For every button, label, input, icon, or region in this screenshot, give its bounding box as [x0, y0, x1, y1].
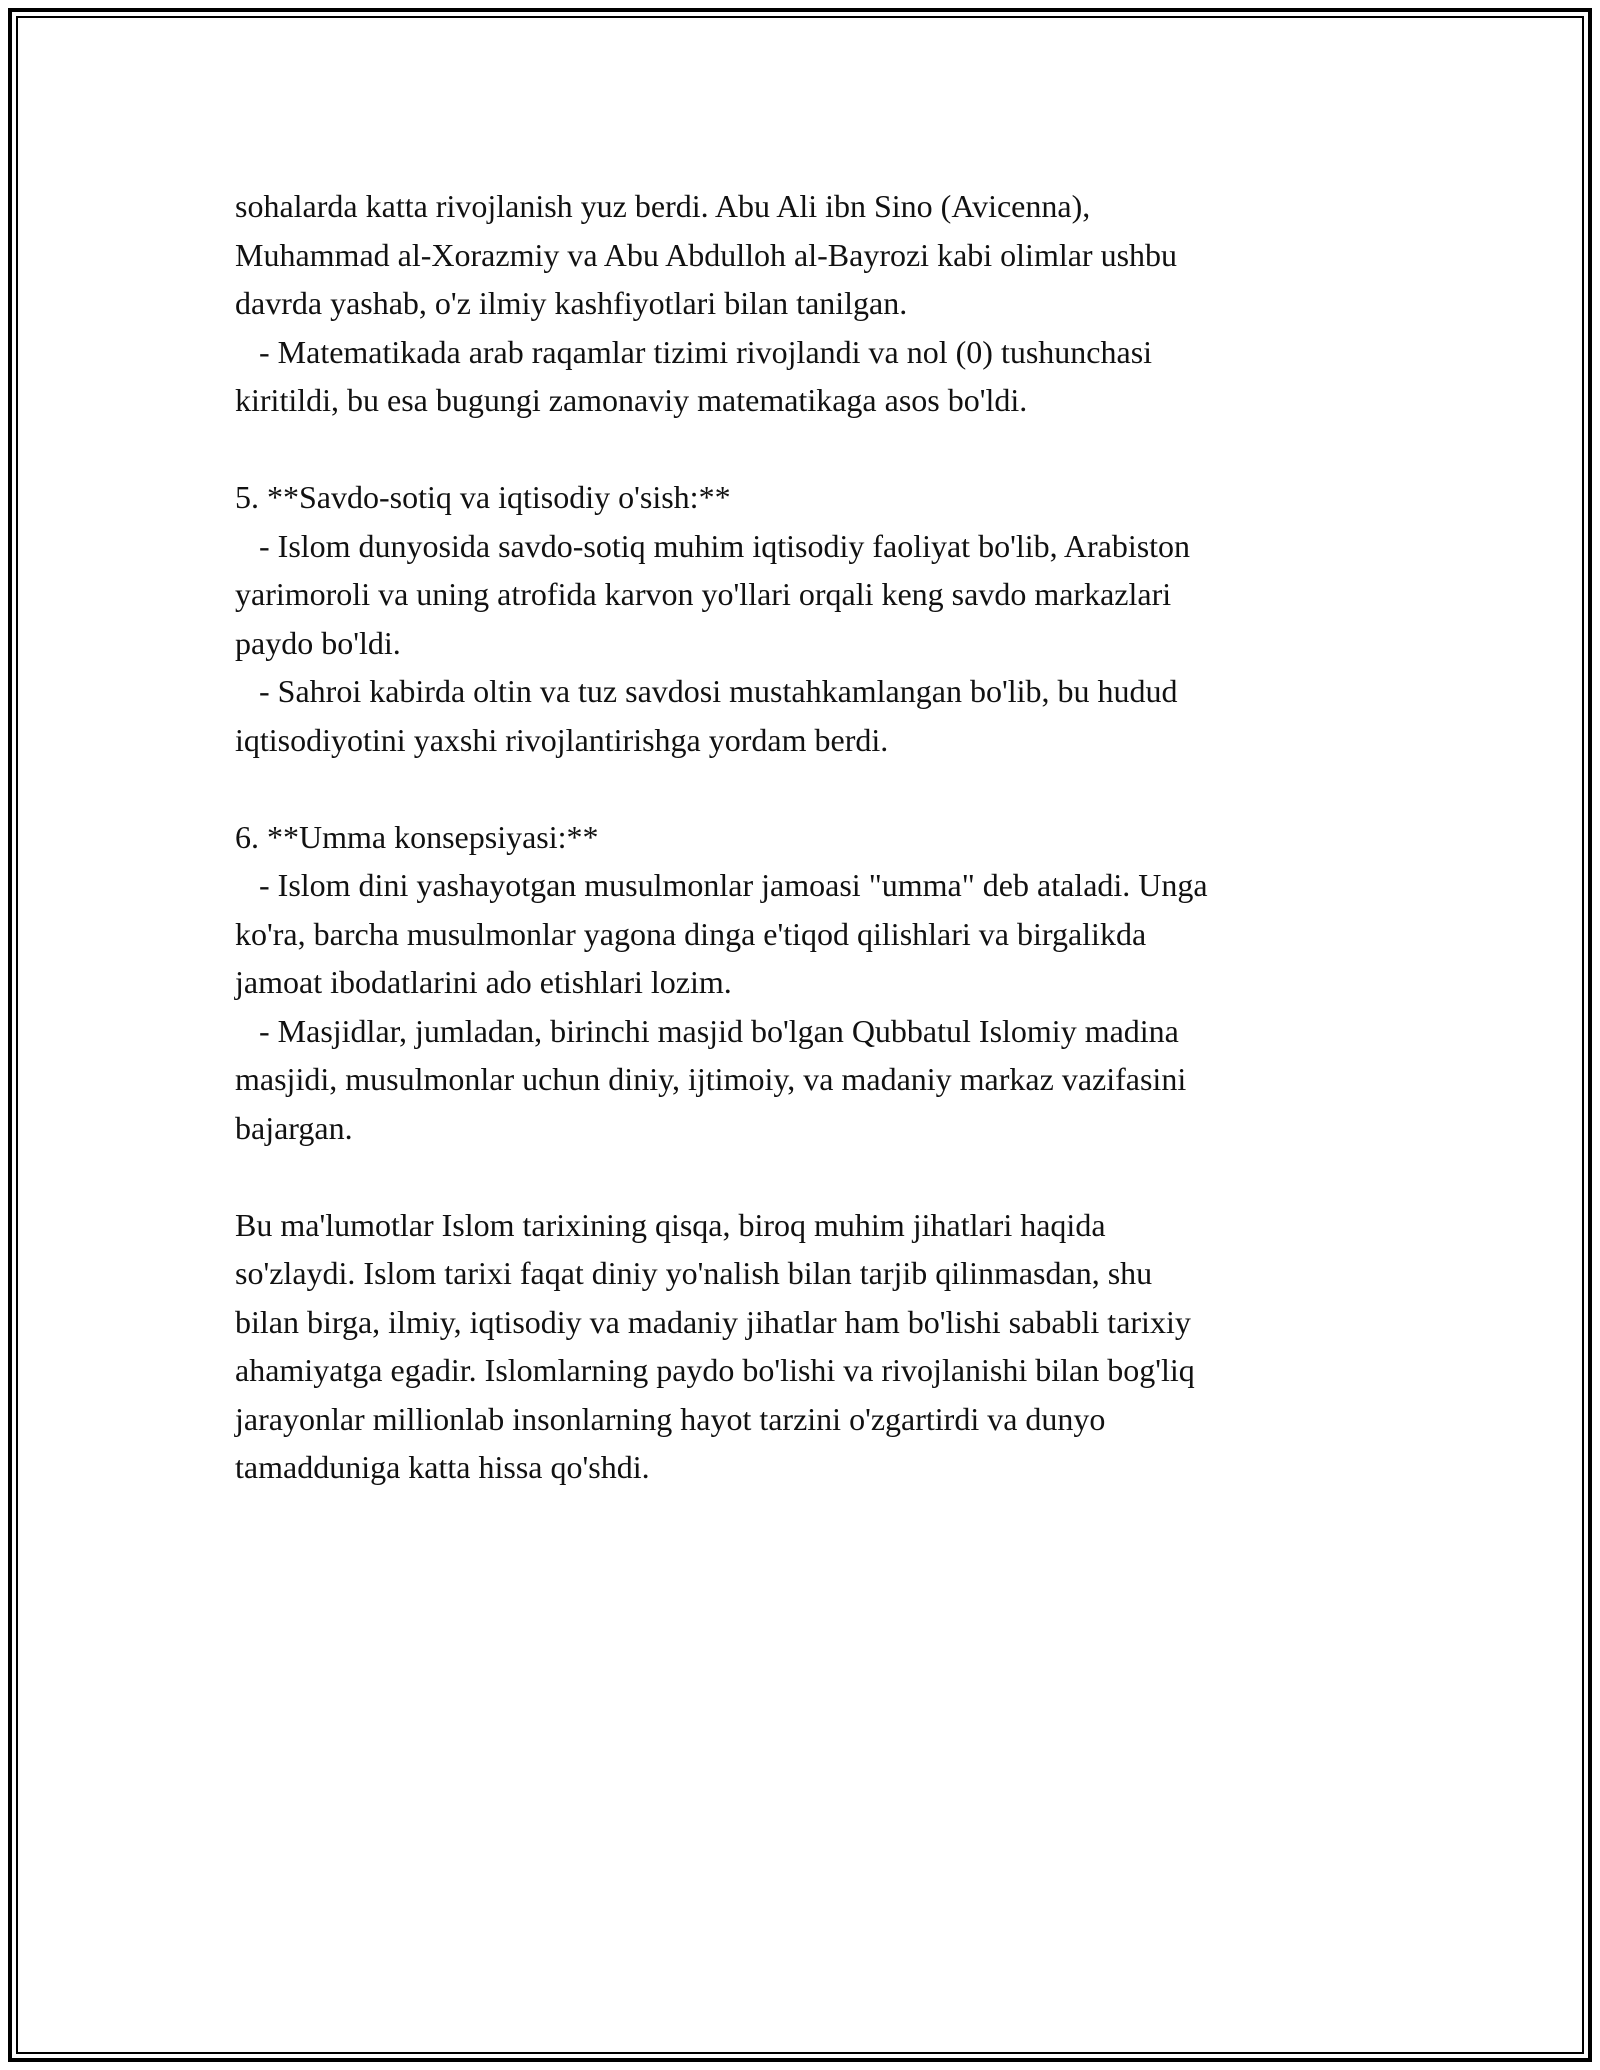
- bullet-line: - Islom dini yashayotgan musulmonlar jamoasi "umma" deb ataladi. Unga: [235, 867, 1208, 903]
- text-line: masjidi, musulmonlar uchun diniy, ijtimoiy, va madaniy markaz vazifasini: [235, 1061, 1187, 1097]
- text-line: yarimoroli va uning atrofida karvon yo'llari orqali keng savdo markazlari: [235, 576, 1172, 612]
- document-body: [235, 182, 1365, 1492]
- paragraph-line: bilan birga, ilmiy, iqtisodiy va madaniy jihatlar ham bo'lishi sababli tarixiy: [235, 1303, 1191, 1340]
- bullet-line: - Matematikada arab raqamlar tizimi rivojlandi va nol (0) tushunchasi: [235, 333, 1153, 370]
- paragraph-line: ahamiyatga egadir. Islomlarning paydo bo'lishi va rivojlanishi bilan bog'liq: [235, 1352, 1195, 1388]
- blank-line: [235, 425, 1365, 474]
- text-line: bajargan.: [235, 1109, 353, 1146]
- bullet-line: - Masjidlar, jumladan, birinchi masjid bo'lgan Qubbatul Islomiy madina: [235, 1012, 1179, 1049]
- text-line: ko'ra, barcha musulmonlar yagona dinga e'tiqod qilishlari va birgalikda: [235, 915, 1147, 952]
- text-line: jamoat ibodatlarini ado etishlari lozim.: [235, 964, 732, 1000]
- blank-line: [235, 764, 1365, 813]
- paragraph-line: tamadduniga katta hissa qo'shdi.: [235, 1449, 650, 1485]
- text-line: kiritildi, bu esa bugungi zamonaviy matematikaga asos bo'ldi.: [235, 382, 1028, 418]
- bullet-line: - Islom dunyosida savdo-sotiq muhim iqtisodiy faoliyat bo'lib, Arabiston: [235, 527, 1191, 564]
- paragraph-line: jarayonlar millionlab insonlarning hayot tarzini o'zgartirdi va dunyo: [235, 1400, 1106, 1437]
- paragraph-line: Bu ma'lumotlar Islom tarixining qisqa, biroq muhim jihatlari haqida: [235, 1206, 1106, 1243]
- text-line: sohalarda katta rivojlanish yuz berdi. Abu Ali ibn Sino (Avicenna),: [235, 188, 1091, 224]
- section-heading: 5. **Savdo-sotiq va iqtisodiy o'sish:**: [235, 479, 731, 515]
- text-line: iqtisodiyotini yaxshi rivojlantirishga yordam berdi.: [235, 721, 889, 758]
- text-line: Muhammad al-Xorazmiy va Abu Abdulloh al-Bayrozi kabi olimlar ushbu: [235, 236, 1178, 273]
- bullet-line: - Sahroi kabirda oltin va tuz savdosi mustahkamlangan bo'lib, bu hudud: [235, 673, 1178, 709]
- paragraph-line: so'zlaydi. Islom tarixi faqat diniy yo'nalish bilan tarjib qilinmasdan, shu: [235, 1255, 1153, 1291]
- section-heading: 6. **Umma konsepsiyasi:**: [235, 818, 599, 855]
- text-line: davrda yashab, o'z ilmiy kashfiyotlari bilan tanilgan.: [235, 285, 908, 321]
- blank-line: [235, 1152, 1365, 1201]
- text-line: paydo bo'ldi.: [235, 624, 401, 661]
